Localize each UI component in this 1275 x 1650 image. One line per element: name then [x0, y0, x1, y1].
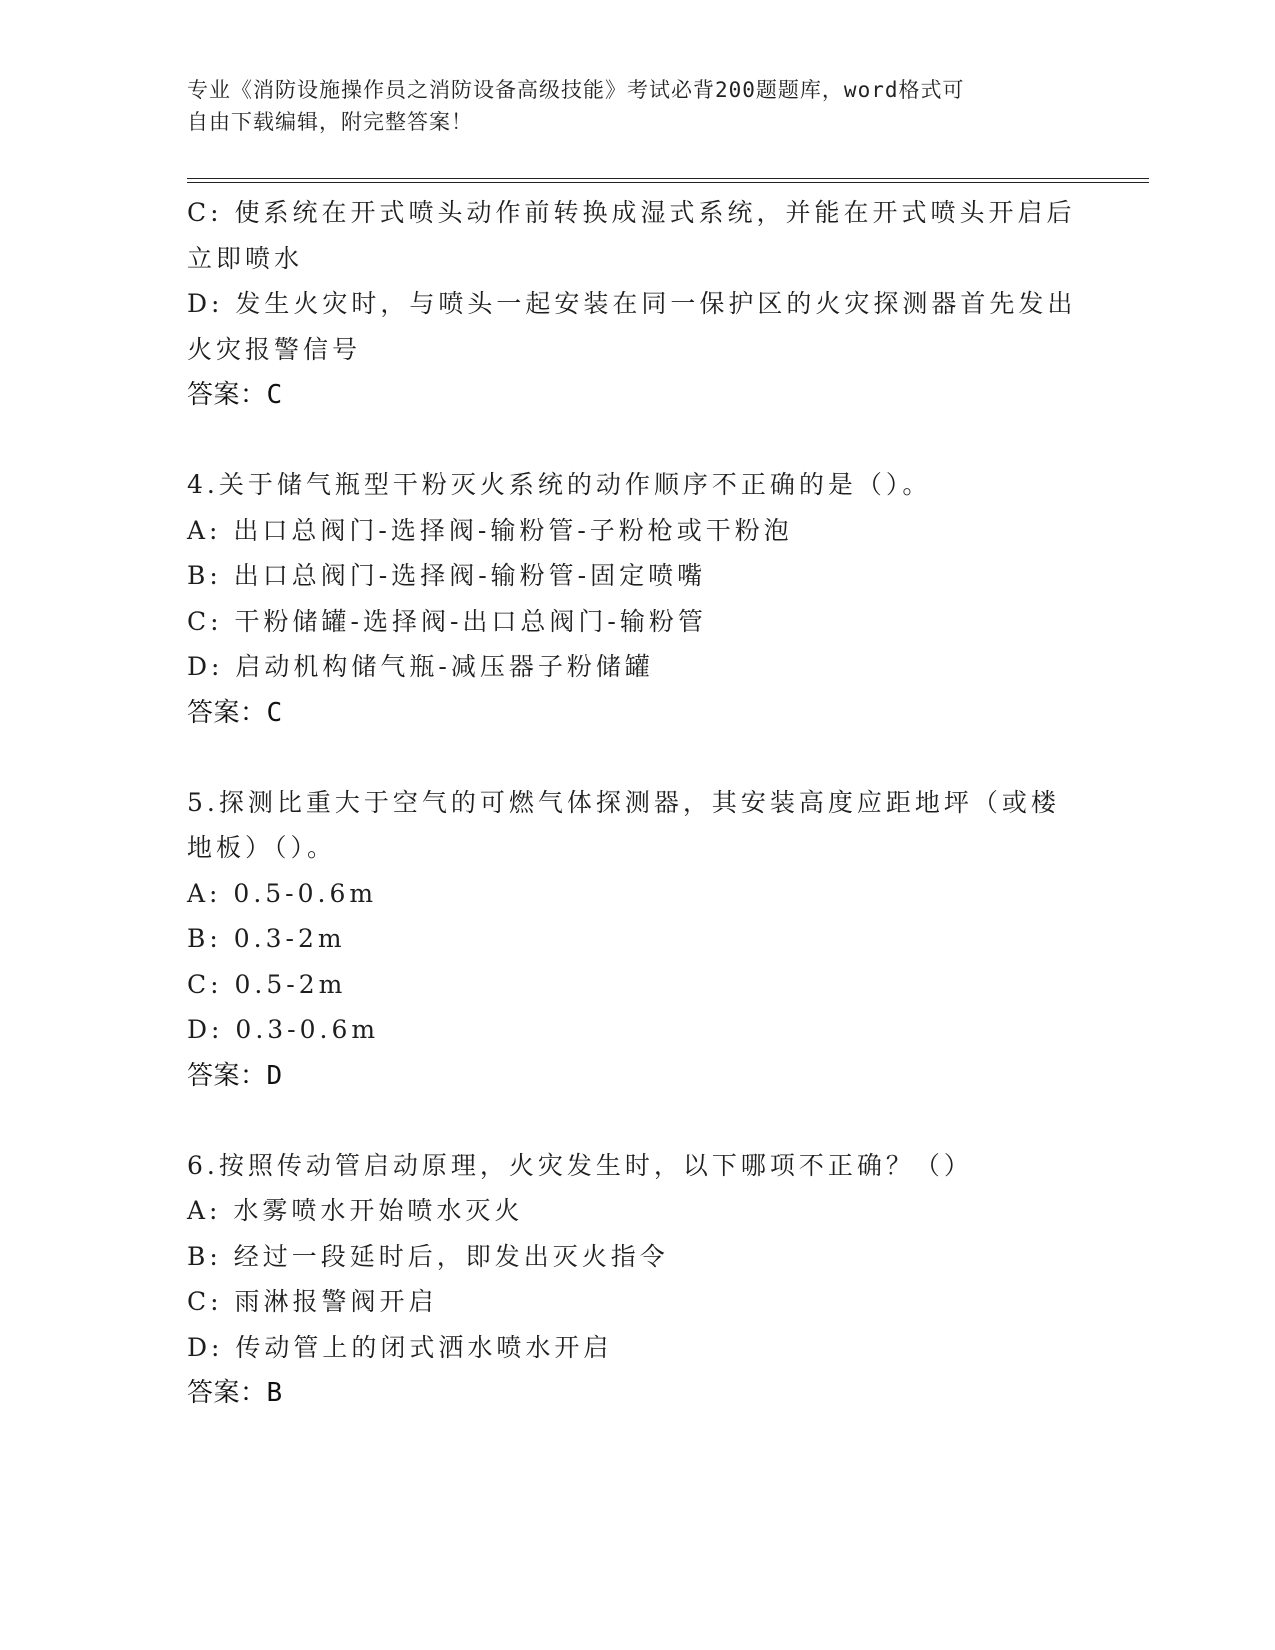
option-d: D: 传动管上的闭式洒水喷水开启	[187, 1332, 613, 1362]
option-a: A: 水雾喷水开始喷水灭火	[187, 1196, 524, 1225]
question-stem: 4.关于储气瓶型干粉灭火系统的动作顺序不正确的是（）。	[187, 470, 932, 499]
header-title-line-1: 专业《消防设施操作员之消防设备高级技能》考试必背200题题库，word格式可	[187, 78, 965, 102]
option-c: C: 0.5-2m	[187, 969, 347, 999]
question-4	[187, 462, 1087, 736]
answer-line: 答案：D	[187, 1060, 283, 1091]
document-body	[187, 190, 1087, 1460]
option-line: D: 发生火灾时，与喷头一起安装在同一保护区的火灾探测器首先发出	[187, 289, 1077, 318]
header-title-line-2: 自由下载编辑，附完整答案！	[187, 110, 473, 134]
option-c: C: 雨淋报警阀开启	[187, 1287, 438, 1316]
header-divider	[187, 178, 1149, 183]
option-line: 火灾报警信号	[187, 334, 362, 364]
option-c: C: 干粉储罐-选择阀-出口总阀门-输粉管	[187, 606, 707, 636]
question-stem: 5.探测比重大于空气的可燃气体探测器，其安装高度应距地坪（或楼	[187, 787, 1060, 817]
answer-line: 答案：C	[187, 380, 283, 410]
question-3-continued	[187, 190, 1087, 418]
option-a: A: 出口总阀门-选择阀-输粉管-子粉枪或干粉泡	[187, 515, 793, 545]
question-stem-continued: 地板）（）。	[187, 833, 337, 862]
option-d: D: 启动机构储气瓶-减压器子粉储罐	[187, 652, 654, 681]
option-b: B: 经过一段延时后，即发出灭火指令	[187, 1241, 669, 1271]
option-line: 立即喷水	[187, 243, 304, 273]
answer-line: 答案：C	[187, 697, 283, 728]
question-5	[187, 780, 1087, 1099]
option-d: D: 0.3-0.6m	[187, 1015, 380, 1044]
option-a: A: 0.5-0.6m	[187, 878, 378, 908]
document-header	[187, 74, 1087, 138]
question-6	[187, 1143, 1087, 1417]
option-b: B: 0.3-2m	[187, 924, 346, 953]
question-stem: 6.按照传动管启动原理，火灾发生时，以下哪项不正确？（）	[187, 1150, 973, 1180]
option-line: C: 使系统在开式喷头动作前转换成湿式系统，并能在开式喷头开启后	[187, 198, 1076, 227]
option-b: B: 出口总阀门-选择阀-输粉管-固定喷嘴	[187, 561, 707, 590]
answer-line: 答案：B	[187, 1378, 283, 1408]
